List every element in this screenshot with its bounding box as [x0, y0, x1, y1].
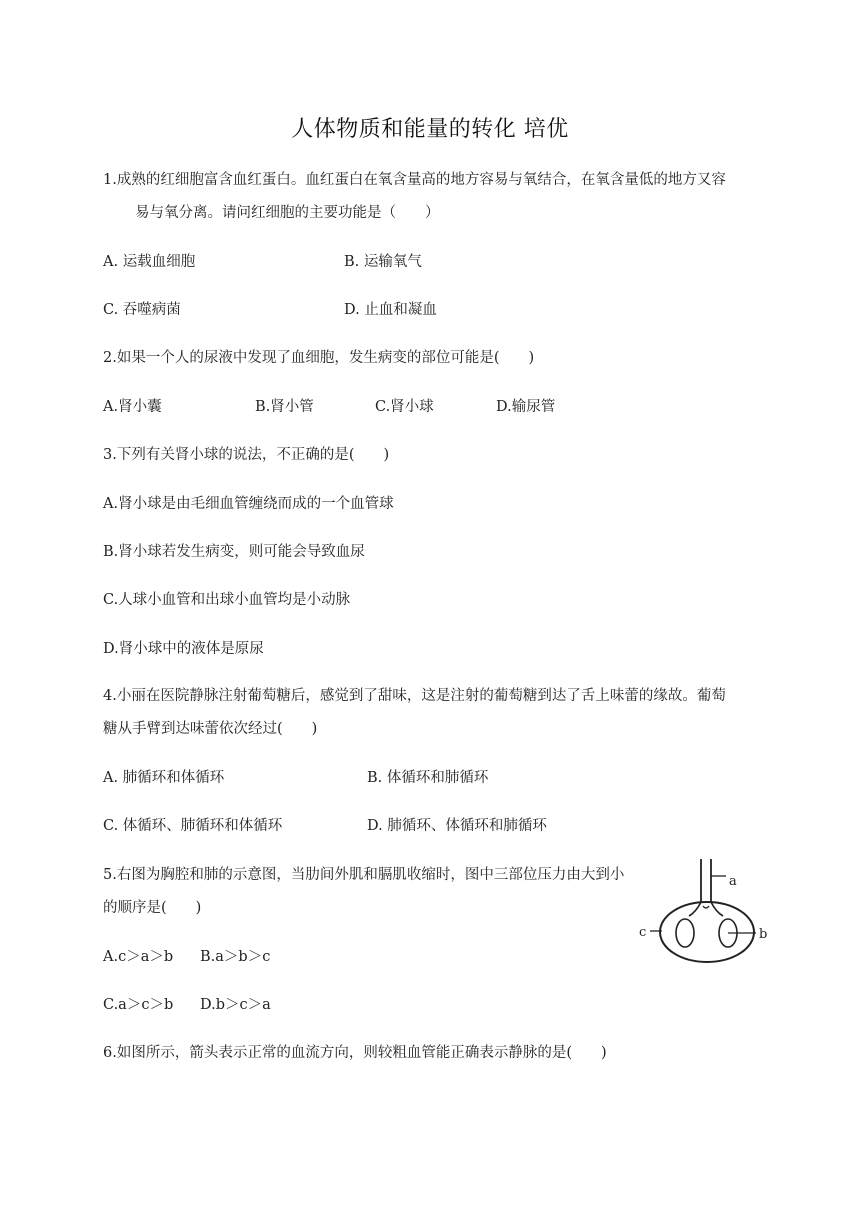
q1-option-b: B. 运输氧气	[344, 254, 422, 270]
q1-option-c: C. 吞噬病菌	[103, 302, 181, 318]
thoracic-cavity-outline	[660, 902, 754, 962]
q5-option-b: B.a＞b＞c	[200, 949, 271, 965]
q4-stem-line2: 糖从手臂到达味蕾依次经过( )	[103, 721, 318, 737]
thorax-lung-diagram	[636, 856, 786, 971]
q5-option-c: C.a＞c＞b	[103, 997, 174, 1013]
label-c: c	[639, 925, 647, 940]
thorax-lung-svg	[636, 856, 786, 971]
bronchi-junction	[703, 906, 709, 908]
q3-stem: 3.下列有关肾小球的说法，不正确的是( )	[103, 447, 390, 463]
q5-option-d: D.b＞c＞a	[200, 997, 271, 1013]
q2-option-c: C.肾小球	[375, 399, 434, 415]
q2-option-b: B.肾小管	[255, 399, 314, 415]
q1-stem-line1: 1.成熟的红细胞富含血红蛋白。血红蛋白在氧含量高的地方容易与氧结合，在氧含量低的地方又容	[103, 172, 726, 188]
q1-option-d: D. 止血和凝血	[344, 302, 437, 318]
q4-option-d: D. 肺循环、体循环和肺循环	[367, 818, 547, 834]
label-a: a	[729, 874, 737, 889]
q3-option-a: A.肾小球是由毛细血管缠绕而成的一个血管球	[103, 496, 394, 512]
q1-stem-line2: 易与氧分离。请问红细胞的主要功能是（ ）	[135, 205, 440, 221]
q2-stem: 2.如果一个人的尿液中发现了血细胞，发生病变的部位可能是( )	[103, 350, 535, 366]
q4-option-b: B. 体循环和肺循环	[367, 770, 489, 786]
q4-stem-line1: 4.小丽在医院静脉注射葡萄糖后，感觉到了甜味，这是注射的葡萄糖到达了舌上味蕾的缘故。葡萄	[103, 688, 726, 704]
q4-option-c: C. 体循环、肺循环和体循环	[103, 818, 283, 834]
q5-option-a: A.c＞a＞b	[103, 949, 174, 965]
q1-option-a: A. 运载血细胞	[103, 254, 196, 270]
label-b: b	[759, 927, 768, 942]
q5-stem-line2: 的顺序是( )	[103, 900, 202, 916]
q3-option-b: B.肾小球若发生病变，则可能会导致血尿	[103, 544, 365, 560]
q5-stem-line1: 5.右图为胸腔和肺的示意图，当肋间外肌和膈肌收缩时，图中三部位压力由大到小	[103, 867, 625, 883]
q3-option-d: D.肾小球中的液体是原尿	[103, 641, 264, 657]
q4-option-a: A. 肺循环和体循环	[103, 770, 225, 786]
page-title: 人体物质和能量的转化 培优	[291, 117, 569, 142]
q3-option-c: C.人球小血管和出球小血管均是小动脉	[103, 592, 351, 608]
q2-option-d: D.输尿管	[496, 399, 556, 415]
left-lung	[676, 919, 694, 947]
q6-stem: 6.如图所示，箭头表示正常的血流方向，则较粗血管能正确表示静脉的是( )	[103, 1045, 607, 1061]
q2-option-a: A.肾小囊	[103, 399, 162, 415]
